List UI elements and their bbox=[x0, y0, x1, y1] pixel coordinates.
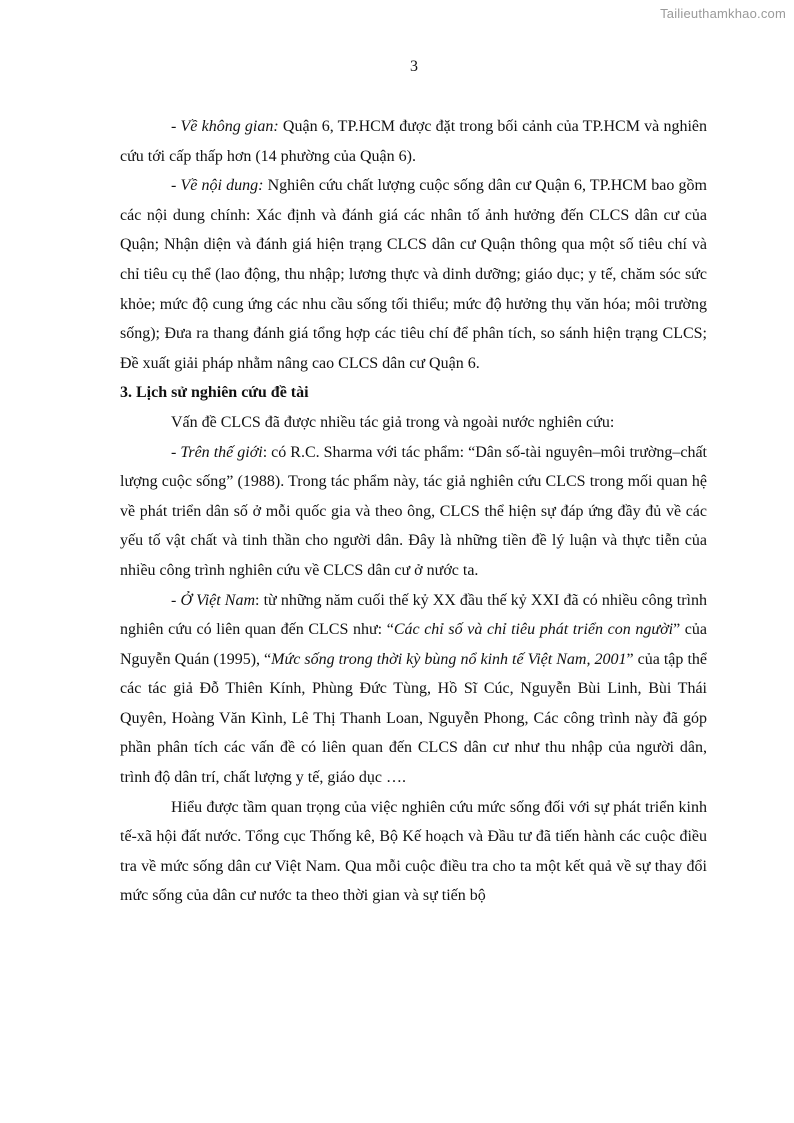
paragraph-scope-content bbox=[120, 171, 707, 378]
world-text: : có R.C. Sharma với tác phẩm: “Dân số-tài nguyên–môi trường–chất lượng cuộc sống” (1988). Trong tác phẩm này, tác giả nghiên cứu CLCS trong mối quan hệ về phát triển dân số ở mỗi quốc gia và theo ông, CLCS thể hiện sự đáp ứng đầy đủ về các yếu tố vật chất và tinh thần cho người dân. Đây là những tiền đề lý luận và thực tiễn của nhiều công trình nghiên cứu về CLCS dân cư ở nước ta. bbox=[120, 443, 707, 579]
paragraph-closing: Hiểu được tầm quan trọng của việc nghiên cứu mức sống đối với sự phát triển kinh tế-xã hội đất nước. Tổng cục Thống kê, Bộ Kế hoạch và Đầu tư đã tiến hành các cuộc điều tra về mức sống dân cư Việt Nam. Qua mỗi cuộc điều tra cho ta một kết quả về sự thay đổi mức sống của dân cư nước ta theo thời gian và sự tiến bộ bbox=[120, 798, 707, 905]
work-title-1: Các chỉ số và chỉ tiêu phát triển con người bbox=[393, 621, 674, 639]
document-body bbox=[120, 112, 707, 911]
world-label: - Trên thế giới bbox=[171, 443, 263, 461]
paragraph-world bbox=[120, 438, 707, 586]
scope-space-label: - Về không gian: bbox=[171, 118, 279, 135]
paragraph-scope-space bbox=[120, 112, 707, 171]
vietnam-text-1: : từ những năm cuối thế kỷ XX đầu thế kỷ XXI đã có nhiều công trình nghiên cứu có liên quan đến CLCS như: “ bbox=[120, 591, 708, 639]
section-heading: 3. Lịch sử nghiên cứu đề tài bbox=[120, 384, 309, 402]
vietnam-text-3: ” của tập thể các tác giả Đỗ Thiên Kính, Phùng Đức Tùng, Hồ Sĩ Cúc, Nguyễn Bùi Linh, Bùi Thái Quyên, Hoàng Văn Kình, Lê Thị Thanh Loan, Nguyễn Phong, Các công trình này đã góp phần phân tích các vấn đề có liên quan đến CLCS dân cư như thu nhập của người dân, trình độ dân trí, chất lượng y tế, giáo dục …. bbox=[120, 650, 707, 787]
paragraph-vietnam bbox=[120, 586, 707, 793]
page-number: 3 bbox=[410, 58, 418, 75]
vietnam-label: - Ở Việt Nam bbox=[171, 591, 256, 609]
scope-content-text: Nghiên cứu chất lượng cuộc sống dân cư Quận 6, TP.HCM bao gồm các nội dung chính: Xác định và đánh giá các nhân tố ảnh hưởng đến CLCS dân cư của Quận; Nhận diện và đánh giá hiện trạng CLCS dân cư Quận thông qua một số tiêu chí và chỉ tiêu cụ thể (lao động, thu nhập; lương thực và dinh dưỡng; giáo dục; y tế, chăm sóc sức khỏe; mức độ cung ứng các nhu cầu sống tối thiểu; mức độ hưởng thụ văn hóa; môi trường sống); Đưa ra thang đánh giá tổng hợp các tiêu chí để phân tích, so sánh hiện trạng CLCS; Đề xuất giải pháp nhằm nâng cao CLCS dân cư Quận 6. bbox=[120, 177, 707, 372]
paragraph-intro: Vấn đề CLCS đã được nhiều tác giả trong và ngoài nước nghiên cứu: bbox=[171, 413, 615, 431]
watermark: Tailieuthamkhao.com bbox=[660, 6, 786, 21]
scope-content-label: - Về nội dung: bbox=[171, 177, 264, 195]
vietnam-text-2: ” của Nguyễn Quán (1995), “ bbox=[120, 621, 707, 668]
scope-space-text: Quận 6, TP.HCM được đặt trong bối cảnh của TP.HCM và nghiên cứu tới cấp thấp hơn (14 phường của Quận 6). bbox=[120, 118, 708, 165]
work-title-2: Mức sống trong thời kỳ bùng nổ kinh tế Việt Nam, 2001 bbox=[271, 650, 627, 668]
